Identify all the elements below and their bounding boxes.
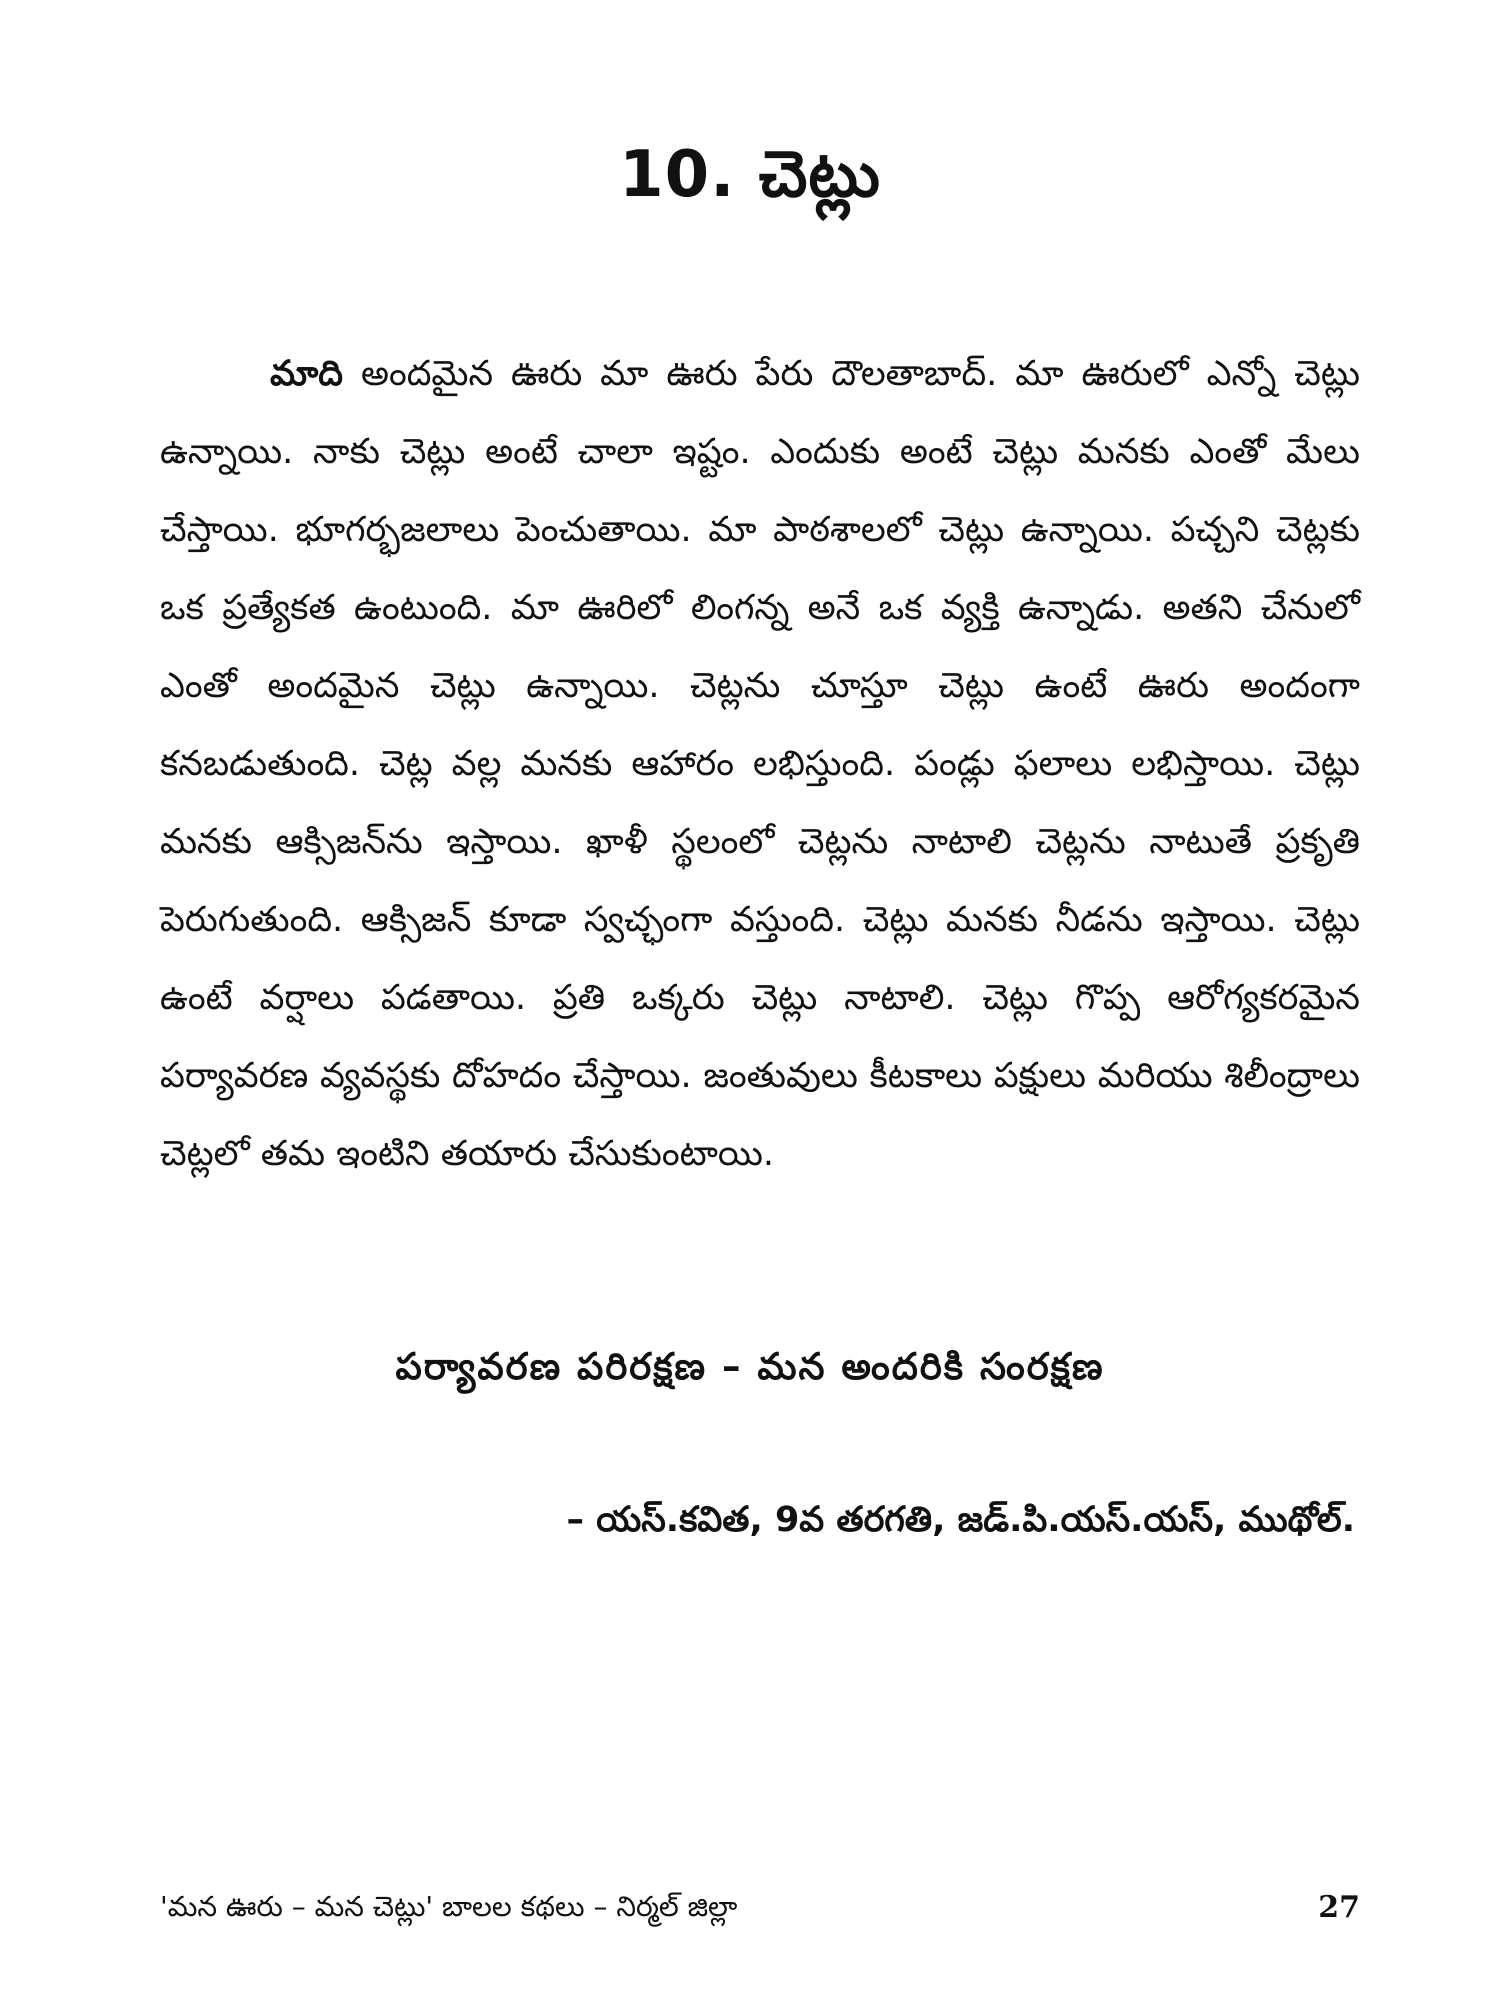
page-number: 27 [1318, 1890, 1360, 1925]
slogan: పర్యావరణ పరిరక్షణ – మన అందరికి సంరక్షణ [395, 1345, 1105, 1388]
paragraph-text: అందమైన ఊరు మా ఊరు పేరు దౌలతాబాద్. మా ఊరులో ఎన్నో చెట్లు ఉన్నాయి. నాకు చెట్లు అంటే చాలా ఇష్టం. ఎందుకు అంటే చెట్లు మనకు ఎంతో మేలు చేస్తాయి. భూగర్భజలాలు పెంచుతాయి. మా పాఠశాలలో చెట్లు ఉన్నాయి. పచ్చని చెట్లకు ఒక ప్రత్యేకత ఉంటుంది. మా ఊరిలో లింగన్న అనే ఒక వ్యక్తి ఉన్నాడు. అతని చేనులో ఎంతో అందమైన చెట్లు ఉన్నాయి. చెట్లను చూస్తూ చెట్లు ఉంటే ఊరు అందంగా కనబడుతుంది. చెట్ల వల్ల మనకు ఆహారం లభిస్తుంది. పండ్లు ఫలాలు లభిస్తాయి. చెట్లు మనకు ఆక్సిజన్‌ను ఇస్తాయి. ఖాళీ స్థలంలో చెట్లను నాటాలి చెట్లను నాటుతే ప్రకృతి పెరుగుతుంది. ఆక్సిజన్ కూడా స్వచ్ఛంగా వస్తుంది. చెట్లు మనకు నీడను ఇస్తాయి. చెట్లు ఉంటే వర్షాలు పడతాయి. ప్రతి ఒక్కరు చెట్లు నాటాలి. చెట్లు గొప్ప ఆరోగ్యకరమైన పర్యావరణ వ్యవస్థకు దోహదం చేస్తాయి. జంతువులు కీటకాలు పక్షులు మరియు శిలీంద్రాలు చెట్లలో తమ ఇంటిని తయారు చేసుకుంటాయి. [160, 354, 1360, 1174]
story-title: 10. చెట్లు [619, 137, 881, 212]
paragraph-lead-word: మాది [270, 354, 343, 394]
page-footer [160, 1890, 1360, 1940]
author-credit: – యస్.కవిత, 9వ తరగతి, జడ్.పి.యస్.యస్, ముథోల్. [566, 1500, 1355, 1540]
story-paragraph [160, 335, 1360, 1193]
footer-book-title: 'మన ఊరు – మన చెట్లు' బాలల కథలు – నిర్మల్ జిల్లా [160, 1890, 738, 1923]
